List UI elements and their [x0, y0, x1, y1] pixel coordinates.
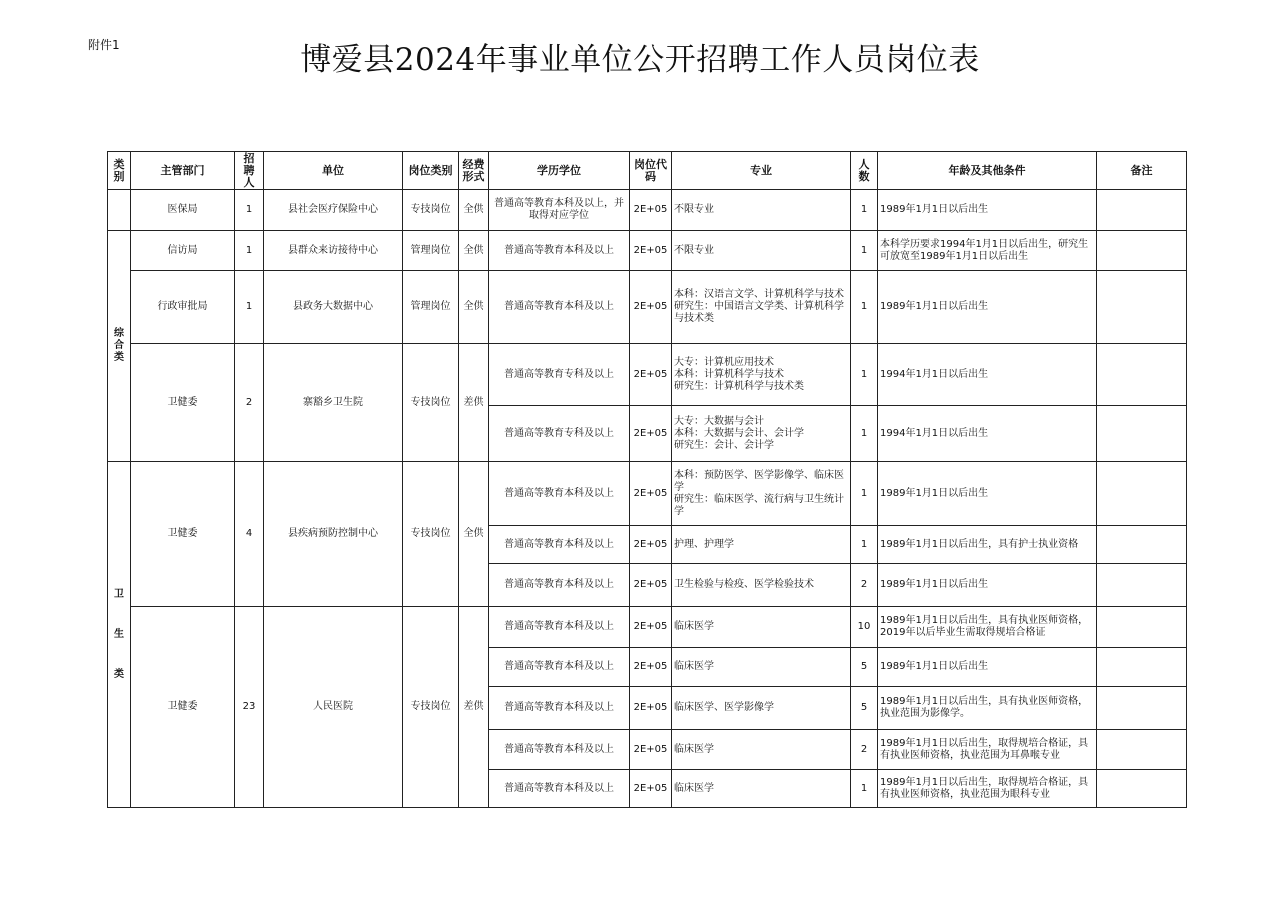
- conditions-cell: 本科学历要求1994年1月1日以后出生，研究生可放宽至1989年1月1日以后出生: [878, 231, 1097, 271]
- post-type-cell: 管理岗位: [403, 231, 459, 271]
- unit-cell: 县政务大数据中心: [264, 271, 403, 344]
- conditions-cell: 1989年1月1日以后出生，取得规培合格证，具有执业医师资格，执业范围为耳鼻喉专业: [878, 730, 1097, 770]
- notes-cell: [1097, 190, 1187, 231]
- notes-cell: [1097, 607, 1187, 648]
- recruit-count-cell: 23: [235, 607, 264, 808]
- people-cell: 1: [851, 406, 878, 462]
- post-code-cell: 2E+05: [630, 648, 672, 687]
- notes-cell: [1097, 687, 1187, 730]
- education-cell: 普通高等教育本科及以上: [489, 564, 630, 607]
- table-row: [108, 607, 1187, 648]
- header-category: 类别: [108, 152, 131, 190]
- department-cell: 卫健委: [131, 344, 235, 462]
- conditions-cell: 1989年1月1日以后出生: [878, 190, 1097, 231]
- post-type-cell: 专技岗位: [403, 344, 459, 462]
- unit-cell: 县社会医疗保险中心: [264, 190, 403, 231]
- education-cell: 普通高等教育本科及以上: [489, 730, 630, 770]
- people-cell: 5: [851, 687, 878, 730]
- people-cell: 1: [851, 344, 878, 406]
- notes-cell: [1097, 770, 1187, 808]
- category-cell-empty: [108, 190, 131, 231]
- unit-cell: 寨豁乡卫生院: [264, 344, 403, 462]
- major-cell: 临床医学、医学影像学: [672, 687, 851, 730]
- header-unit: 单位: [264, 152, 403, 190]
- funding-cell: 全供: [459, 271, 489, 344]
- job-table: [107, 151, 1187, 808]
- education-cell: 普通高等教育本科及以上: [489, 687, 630, 730]
- header-major: 专业: [672, 152, 851, 190]
- conditions-cell: 1989年1月1日以后出生，取得规培合格证，具有执业医师资格，执业范围为眼科专业: [878, 770, 1097, 808]
- header-department: 主管部门: [131, 152, 235, 190]
- education-cell: 普通高等教育本科及以上: [489, 231, 630, 271]
- notes-cell: [1097, 231, 1187, 271]
- notes-cell: [1097, 406, 1187, 462]
- notes-cell: [1097, 564, 1187, 607]
- header-people: 人数: [851, 152, 878, 190]
- conditions-cell: 1989年1月1日以后出生: [878, 648, 1097, 687]
- notes-cell: [1097, 462, 1187, 526]
- major-cell: 不限专业: [672, 231, 851, 271]
- education-cell: 普通高等教育本科及以上，并取得对应学位: [489, 190, 630, 231]
- department-cell: 卫健委: [131, 462, 235, 607]
- post-code-cell: 2E+05: [630, 271, 672, 344]
- people-cell: 1: [851, 526, 878, 564]
- post-code-cell: 2E+05: [630, 462, 672, 526]
- recruit-count-cell: 1: [235, 271, 264, 344]
- department-cell: 行政审批局: [131, 271, 235, 344]
- post-type-cell: 专技岗位: [403, 462, 459, 607]
- post-code-cell: 2E+05: [630, 730, 672, 770]
- unit-cell: 县疾病预防控制中心: [264, 462, 403, 607]
- people-cell: 1: [851, 462, 878, 526]
- major-cell: 本科：预防医学、医学影像学、临床医学 研究生：临床医学、流行病与卫生统计学: [672, 462, 851, 526]
- funding-cell: 差供: [459, 607, 489, 808]
- funding-cell: 差供: [459, 344, 489, 462]
- people-cell: 1: [851, 271, 878, 344]
- header-post-code: 岗位代码: [630, 152, 672, 190]
- post-code-cell: 2E+05: [630, 687, 672, 730]
- conditions-cell: 1989年1月1日以后出生: [878, 271, 1097, 344]
- education-cell: 普通高等教育本科及以上: [489, 770, 630, 808]
- people-cell: 10: [851, 607, 878, 648]
- table-row: [108, 231, 1187, 271]
- page-title: 博爱县2024年事业单位公开招聘工作人员岗位表: [300, 42, 980, 78]
- post-code-cell: 2E+05: [630, 770, 672, 808]
- conditions-cell: 1989年1月1日以后出生: [878, 462, 1097, 526]
- people-cell: 2: [851, 564, 878, 607]
- education-cell: 普通高等教育专科及以上: [489, 406, 630, 462]
- post-code-cell: 2E+05: [630, 231, 672, 271]
- category-cell-health: 卫生类: [108, 462, 131, 808]
- header-conditions: 年龄及其他条件: [878, 152, 1097, 190]
- post-type-cell: 管理岗位: [403, 271, 459, 344]
- unit-cell: 人民医院: [264, 607, 403, 808]
- unit-cell: 县群众来访接待中心: [264, 231, 403, 271]
- post-type-cell: 专技岗位: [403, 607, 459, 808]
- notes-cell: [1097, 730, 1187, 770]
- funding-cell: 全供: [459, 231, 489, 271]
- category-cell-comprehensive: 综合类: [108, 231, 131, 462]
- notes-cell: [1097, 648, 1187, 687]
- education-cell: 普通高等教育本科及以上: [489, 526, 630, 564]
- department-cell: 医保局: [131, 190, 235, 231]
- table-row: [108, 190, 1187, 231]
- major-cell: 大专：计算机应用技术 本科：计算机科学与技术 研究生：计算机科学与技术类: [672, 344, 851, 406]
- people-cell: 2: [851, 730, 878, 770]
- major-cell: 不限专业: [672, 190, 851, 231]
- recruit-count-cell: 4: [235, 462, 264, 607]
- education-cell: 普通高等教育本科及以上: [489, 271, 630, 344]
- post-code-cell: 2E+05: [630, 344, 672, 406]
- people-cell: 5: [851, 648, 878, 687]
- conditions-cell: 1989年1月1日以后出生，具有执业医师资格，执业范围为影像学。: [878, 687, 1097, 730]
- major-cell: 临床医学: [672, 730, 851, 770]
- people-cell: 1: [851, 231, 878, 271]
- conditions-cell: 1994年1月1日以后出生: [878, 406, 1097, 462]
- major-cell: 临床医学: [672, 607, 851, 648]
- major-cell: 临床医学: [672, 648, 851, 687]
- post-code-cell: 2E+05: [630, 406, 672, 462]
- department-cell: 卫健委: [131, 607, 235, 808]
- funding-cell: 全供: [459, 462, 489, 607]
- education-cell: 普通高等教育本科及以上: [489, 648, 630, 687]
- major-cell: 本科：汉语言文学、计算机科学与技术 研究生：中国语言文学类、计算机科学与技术类: [672, 271, 851, 344]
- education-cell: 普通高等教育本科及以上: [489, 462, 630, 526]
- education-cell: 普通高等教育本科及以上: [489, 607, 630, 648]
- notes-cell: [1097, 344, 1187, 406]
- post-code-cell: 2E+05: [630, 564, 672, 607]
- header-row: [108, 152, 1187, 190]
- post-code-cell: 2E+05: [630, 190, 672, 231]
- header-recruit-count: 招聘人: [235, 152, 264, 190]
- funding-cell: 全供: [459, 190, 489, 231]
- department-cell: 信访局: [131, 231, 235, 271]
- major-cell: 卫生检验与检疫、医学检验技术: [672, 564, 851, 607]
- conditions-cell: 1989年1月1日以后出生: [878, 564, 1097, 607]
- post-type-cell: 专技岗位: [403, 190, 459, 231]
- post-code-cell: 2E+05: [630, 607, 672, 648]
- people-cell: 1: [851, 770, 878, 808]
- people-cell: 1: [851, 190, 878, 231]
- conditions-cell: 1989年1月1日以后出生，具有执业医师资格，2019年以后毕业生需取得规培合格证: [878, 607, 1097, 648]
- notes-cell: [1097, 526, 1187, 564]
- recruit-count-cell: 1: [235, 190, 264, 231]
- post-code-cell: 2E+05: [630, 526, 672, 564]
- major-cell: 护理、护理学: [672, 526, 851, 564]
- education-cell: 普通高等教育专科及以上: [489, 344, 630, 406]
- header-education: 学历学位: [489, 152, 630, 190]
- major-cell: 临床医学: [672, 770, 851, 808]
- attachment-label: 附件1: [88, 38, 120, 52]
- table-row: [108, 271, 1187, 344]
- header-notes: 备注: [1097, 152, 1187, 190]
- major-cell: 大专：大数据与会计 本科：大数据与会计、会计学 研究生：会计、会计学: [672, 406, 851, 462]
- recruit-count-cell: 2: [235, 344, 264, 462]
- notes-cell: [1097, 271, 1187, 344]
- header-post-type: 岗位类别: [403, 152, 459, 190]
- recruit-count-cell: 1: [235, 231, 264, 271]
- header-funding: 经费形式: [459, 152, 489, 190]
- table-row: [108, 462, 1187, 526]
- conditions-cell: 1989年1月1日以后出生，具有护士执业资格: [878, 526, 1097, 564]
- conditions-cell: 1994年1月1日以后出生: [878, 344, 1097, 406]
- table-row: [108, 344, 1187, 406]
